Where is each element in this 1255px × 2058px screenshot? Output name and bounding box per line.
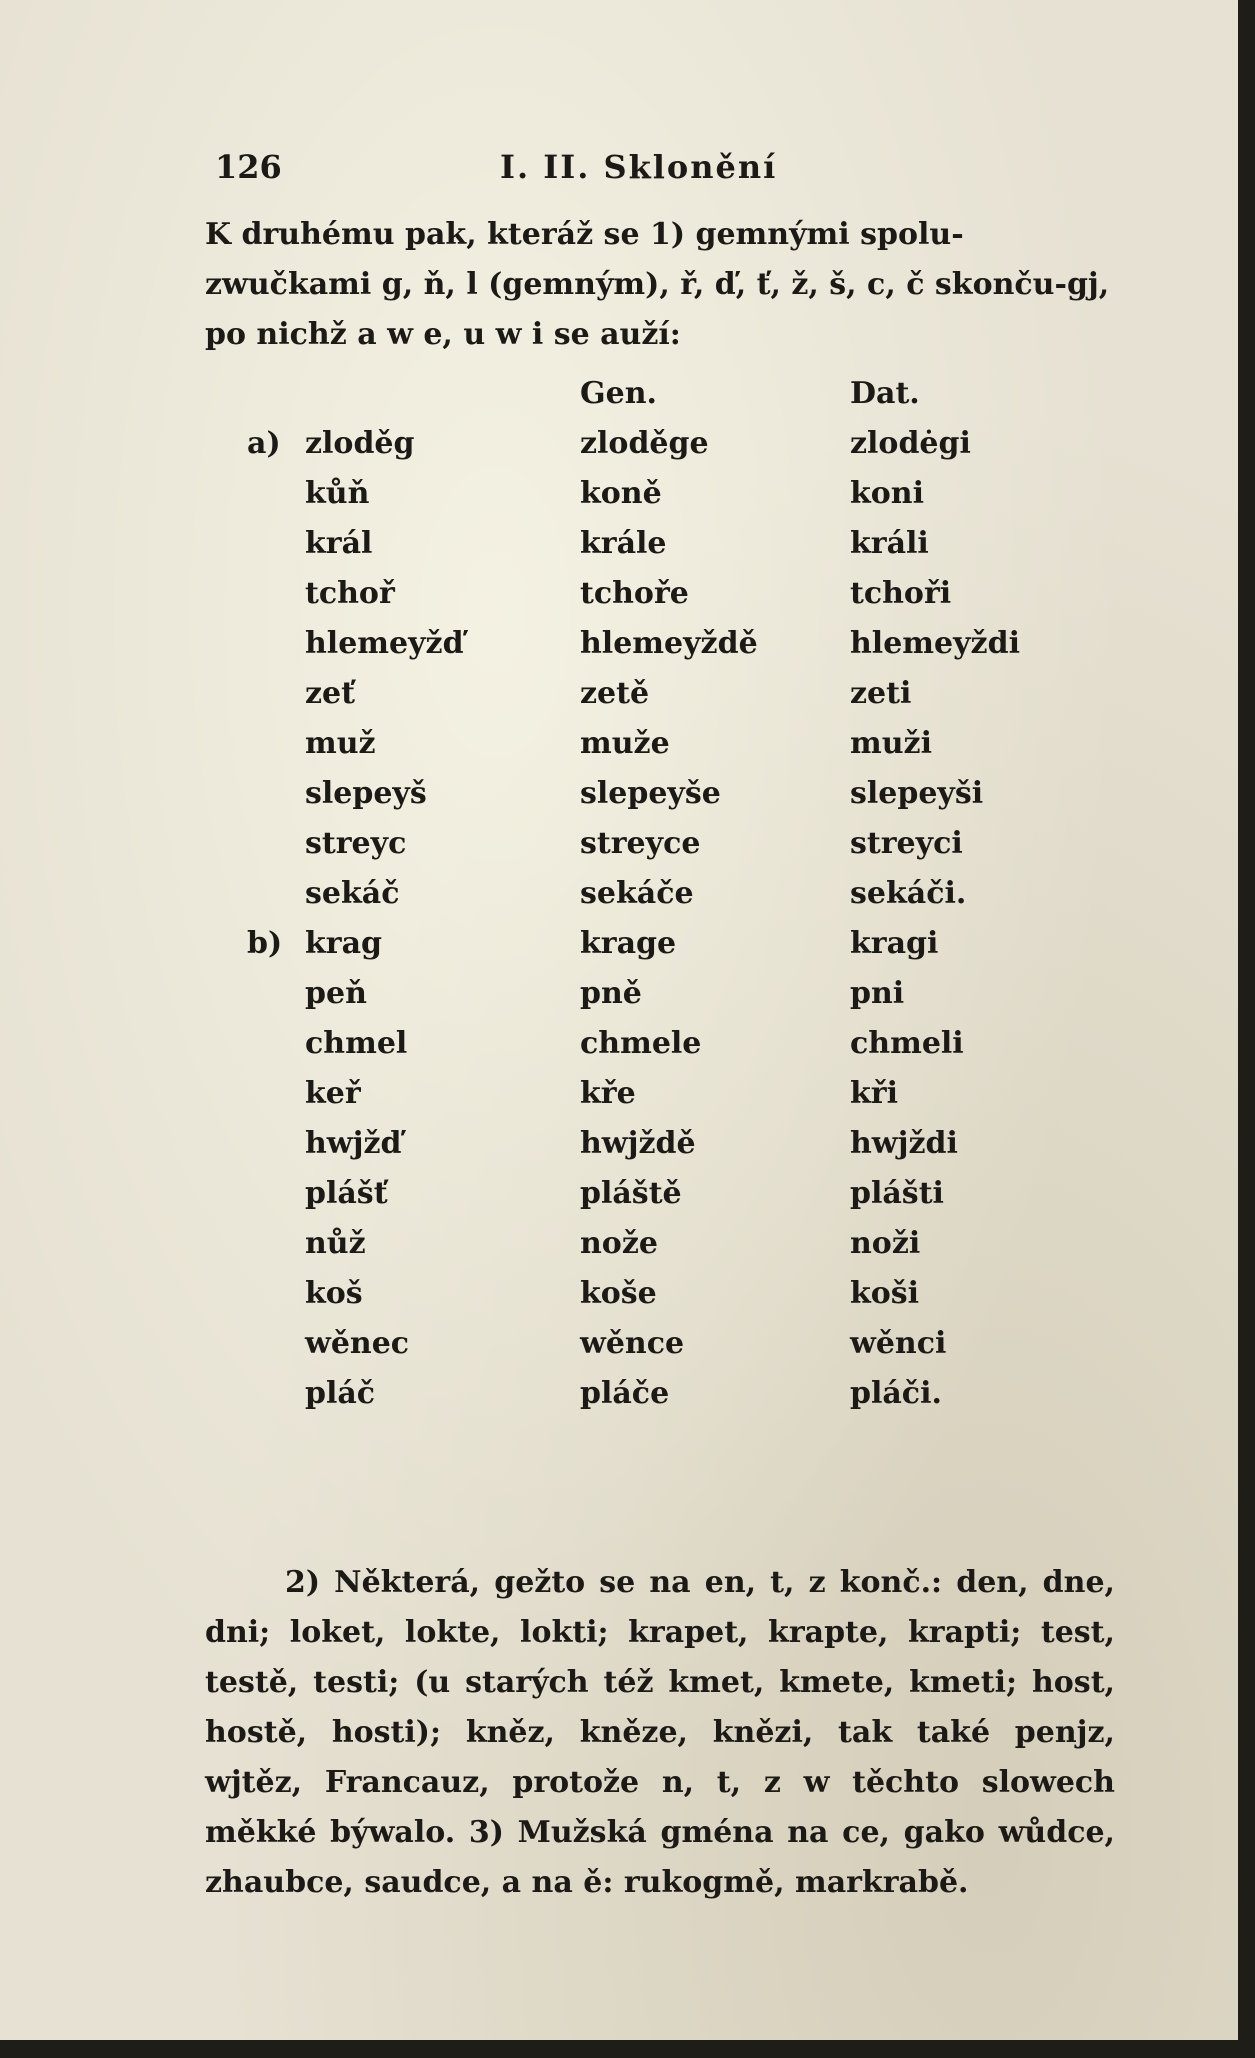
dative: slepeyši — [850, 776, 984, 811]
nominative: král — [305, 526, 373, 561]
dative: wěnci — [850, 1326, 947, 1361]
genitive: chmele — [580, 1026, 702, 1061]
dative: kragi — [850, 926, 939, 961]
genitive: hwjždě — [580, 1126, 696, 1161]
genitive: koše — [580, 1276, 657, 1311]
table-row — [205, 1076, 1105, 1126]
nominative: hlemeyžď — [305, 626, 464, 661]
genitive: pně — [580, 976, 642, 1011]
genitive: hlemeyždě — [580, 626, 758, 661]
nominative: hwjžď — [305, 1126, 402, 1161]
page-number: 126 — [215, 148, 282, 186]
dative: sekáči. — [850, 876, 967, 911]
genitive: sekáče — [580, 876, 694, 911]
nominative: koš — [305, 1276, 363, 1311]
dative: hlemeyždi — [850, 626, 1020, 661]
table-row — [205, 976, 1105, 1026]
nominative: tchoř — [305, 576, 395, 611]
dative: noži — [850, 1226, 921, 1261]
genitive: tchoře — [580, 576, 689, 611]
genitive: koně — [580, 476, 662, 511]
running-title: I. II. Sklonění — [500, 148, 778, 186]
table-row — [205, 526, 1105, 576]
column-headers — [205, 376, 1105, 426]
nominative: nůž — [305, 1226, 366, 1261]
table-row — [205, 1376, 1105, 1426]
nominative: peň — [305, 976, 367, 1011]
nominative: kůň — [305, 476, 370, 511]
dative: tchoři — [850, 576, 952, 611]
table-row — [205, 676, 1105, 726]
table-row — [205, 776, 1105, 826]
dat-header: Dat. — [850, 376, 920, 411]
genitive: pláče — [580, 1376, 670, 1411]
table-row — [205, 626, 1105, 676]
genitive: zetě — [580, 676, 650, 711]
notes-text: 2) Některá, gežto se na en, t, z konč.: den, dne, dni; loket, lokte, lokti; krapet, krapte, krapti; test, testě, testi; (u starých též kmet, kmete, kmeti; host, hostě, hosti); kněz, kněze, knězi, tak také penjz, wjtěz, Francauz, protože n, t, z w těchto slowech měkké býwalo. 3) Mužská gména na ce, gako wůdce, zhaubce, saudce, a na ě: rukogmě, markrabě. — [205, 1565, 1115, 1900]
dative: králi — [850, 526, 929, 561]
table-row — [205, 1276, 1105, 1326]
genitive: nože — [580, 1226, 658, 1261]
table-row — [205, 1026, 1105, 1076]
nominative: wěnec — [305, 1326, 410, 1361]
nominative: pláč — [305, 1376, 376, 1411]
table-row — [205, 1326, 1105, 1376]
group-mark: b) — [247, 926, 283, 961]
dative: pláči. — [850, 1376, 942, 1411]
nominative: keř — [305, 1076, 361, 1111]
genitive: slepeyše — [580, 776, 721, 811]
dative: muži — [850, 726, 932, 761]
genitive: zloděge — [580, 426, 709, 461]
genitive: wěnce — [580, 1326, 685, 1361]
nominative: streyc — [305, 826, 407, 861]
declension-table — [205, 376, 1105, 1426]
dative: zeti — [850, 676, 912, 711]
dative: chmeli — [850, 1026, 964, 1061]
table-row — [205, 576, 1105, 626]
dative: hwjždi — [850, 1126, 958, 1161]
table-row — [205, 876, 1105, 926]
intro-paragraph — [205, 210, 1115, 360]
nominative: sekáč — [305, 876, 400, 911]
dative: plášti — [850, 1176, 944, 1211]
nominative: zeť — [305, 676, 355, 711]
genitive: muže — [580, 726, 670, 761]
genitive: pláště — [580, 1176, 682, 1211]
nominative: zloděg — [305, 426, 415, 461]
nominative: plášť — [305, 1176, 388, 1211]
intro-text: K druhému pak, kteráž se 1) gemnými spolu-zwučkami g, ň, l (gemným), ř, ď, ť, ž, š, c, č skonču-gj, po nichž a w e, u w i se auží: — [205, 217, 1110, 352]
page-header — [215, 148, 1035, 198]
dative: koši — [850, 1276, 920, 1311]
nominative: krag — [305, 926, 383, 961]
dative: pni — [850, 976, 905, 1011]
dative: kři — [850, 1076, 898, 1111]
genitive: kře — [580, 1076, 636, 1111]
genitive: streyce — [580, 826, 701, 861]
nominative: slepeyš — [305, 776, 427, 811]
nominative: chmel — [305, 1026, 408, 1061]
table-row — [205, 1126, 1105, 1176]
table-row — [205, 1176, 1105, 1226]
table-row — [205, 426, 1105, 476]
dative: koni — [850, 476, 925, 511]
gen-header: Gen. — [580, 376, 657, 411]
table-row — [205, 476, 1105, 526]
dative: zlodėgi — [850, 426, 971, 461]
notes-paragraph — [205, 1558, 1115, 1908]
genitive: krále — [580, 526, 667, 561]
table-row — [205, 926, 1105, 976]
table-row — [205, 726, 1105, 776]
dative: streyci — [850, 826, 963, 861]
table-row — [205, 1226, 1105, 1276]
genitive: krage — [580, 926, 677, 961]
table-row — [205, 826, 1105, 876]
nominative: muž — [305, 726, 376, 761]
group-mark: a) — [247, 426, 281, 461]
